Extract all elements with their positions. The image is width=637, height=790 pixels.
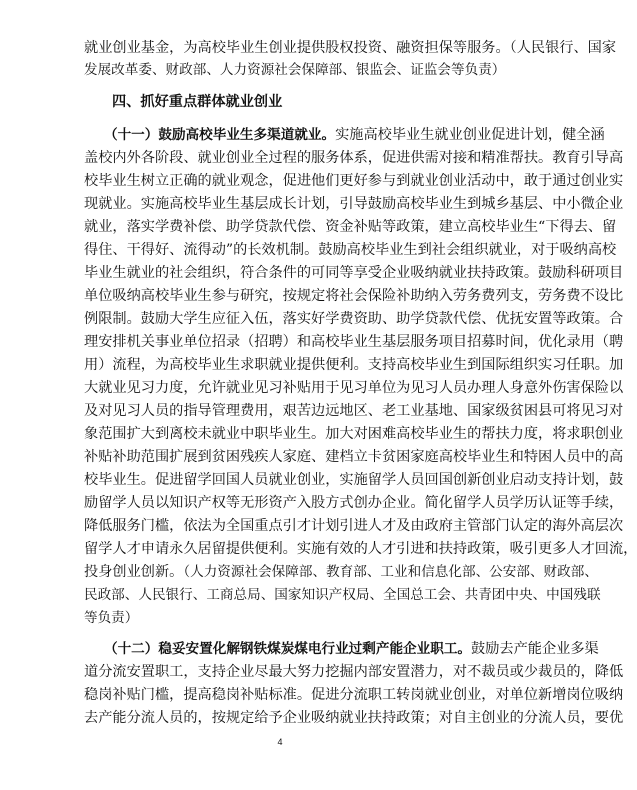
item11-line: 降低服务门槛，依法为全国重点引才计划引进人才及由政府主管部门认定的海外高层次 [84, 518, 624, 534]
item11-line: 得住、干得好、流得动”的长效机制。鼓励高校毕业生到社会组织就业，对于吸纳高校 [84, 242, 617, 258]
item11-responsible-3: 等负责） [84, 610, 139, 626]
item11-last-text: 投身创业创新。 [84, 564, 184, 580]
item11-first-line-text: 实施高校毕业生就业创业促进计划，健全涵 [335, 127, 605, 143]
intro-line-1: 就业创业基金，为高校毕业生创业提供股权投资、融资担保等服务。（人民银行、国家 [84, 40, 617, 56]
item11-line: 补贴补助范围扩展到贫困残疾人家庭、建档立卡贫困家庭高校毕业生和特困人员中的高 [84, 449, 624, 465]
item12-first-line [104, 639, 599, 659]
item11-line: 用）流程，为高校毕业生求职就业提供便利。支持高校毕业生到国际组织实习任职。加 [84, 357, 624, 373]
item11-line: 留学人才申请永久居留提供便利。实施有效的人才引进和扶持政策，吸引更多人才回流， [84, 541, 637, 557]
item11-line: 校毕业生。促进留学回国人员就业创业，实施留学人员回国创新创业启动支持计划，鼓 [84, 472, 624, 488]
item12-line: 道分流安置职工，支持企业尽最大努力挖掘内部安置潜力，对不裁员或少裁员的，降低 [84, 664, 624, 680]
item11-line: 单位吸纳高校毕业生参与研究，按规定将社会保险补助纳入劳务费列支，劳务费不设比 [84, 288, 624, 304]
item11-line: 毕业生就业的社会组织，符合条件的可同等享受企业吸纳就业扶持政策。鼓励科研项目 [84, 265, 624, 281]
item11-responsible-2: 民政部、人民银行、工商总局、国家知识产权局、全国总工会、共青团中央、中国残联 [84, 587, 601, 603]
item11-line: 理安排机关事业单位招录（招聘）和高校毕业生基层服务项目招募时间，优化录用（聘 [84, 334, 624, 350]
item11-line: 现就业。实施高校毕业生基层成长计划，引导鼓励高校毕业生到城乡基层、中小微企业 [84, 196, 624, 212]
item11-final-line [84, 562, 598, 582]
item11-line: 例限制。鼓励大学生应征入伍，落实好学费资助、助学贷款代偿、优抚安置等政策。合 [84, 311, 624, 327]
item11-line: 象范围扩大到离校未就业中职毕业生。加大对困难高校毕业生的帮扶力度，将求职创业 [84, 426, 624, 442]
item12-first-line-text: 鼓励去产能企业多渠 [471, 641, 599, 657]
intro-line-2: 发展改革委、财政部、人力资源社会保障部、银监会、证监会等负责） [84, 62, 506, 78]
page-number: 4 [277, 737, 283, 747]
item12-line: 稳岗补贴门槛，提高稳岗补贴标准。促进分流职工转岗就业创业，对单位新增岗位吸纳 [84, 687, 624, 703]
section-heading: 四、抓好重点群体就业创业 [112, 94, 283, 110]
item11-line: 及对见习人员的指导管理费用，艰苦边远地区、老工业基地、国家级贫困县可将见习对 [84, 403, 624, 419]
item12-title: （十二）稳妥安置化解钢铁煤炭煤电行业过剩产能企业职工。 [104, 641, 472, 657]
item11-line: 就业，落实学费补偿、助学贷款代偿、资金补贴等政策，建立高校毕业生“下得去、留 [84, 219, 617, 235]
item11-responsible-1: （人力资源社会保障部、教育部、工业和信息化部、公安部、财政部、 [183, 564, 598, 580]
item11-first-line [104, 125, 605, 145]
item11-line: 盖校内外各阶段、就业创业全过程的服务体系，促进供需对接和精准帮扶。教育引导高 [84, 150, 624, 166]
item11-title: （十一）鼓励高校毕业生多渠道就业。 [104, 127, 336, 143]
item11-line: 励留学人员以知识产权等无形资产入股方式创办企业。简化留学人员学历认证等手续， [84, 495, 624, 511]
item11-line: 校毕业生树立正确的就业观念，促进他们更好参与到就业创业活动中，敢于通过创业实 [84, 173, 624, 189]
item12-line: 去产能分流人员的，按规定给予企业吸纳就业扶持政策；对自主创业的分流人员，要优 [84, 710, 624, 726]
item11-line: 大就业见习力度，允许就业见习补贴用于见习单位为见习人员办理人身意外伤害保险以 [84, 380, 624, 396]
